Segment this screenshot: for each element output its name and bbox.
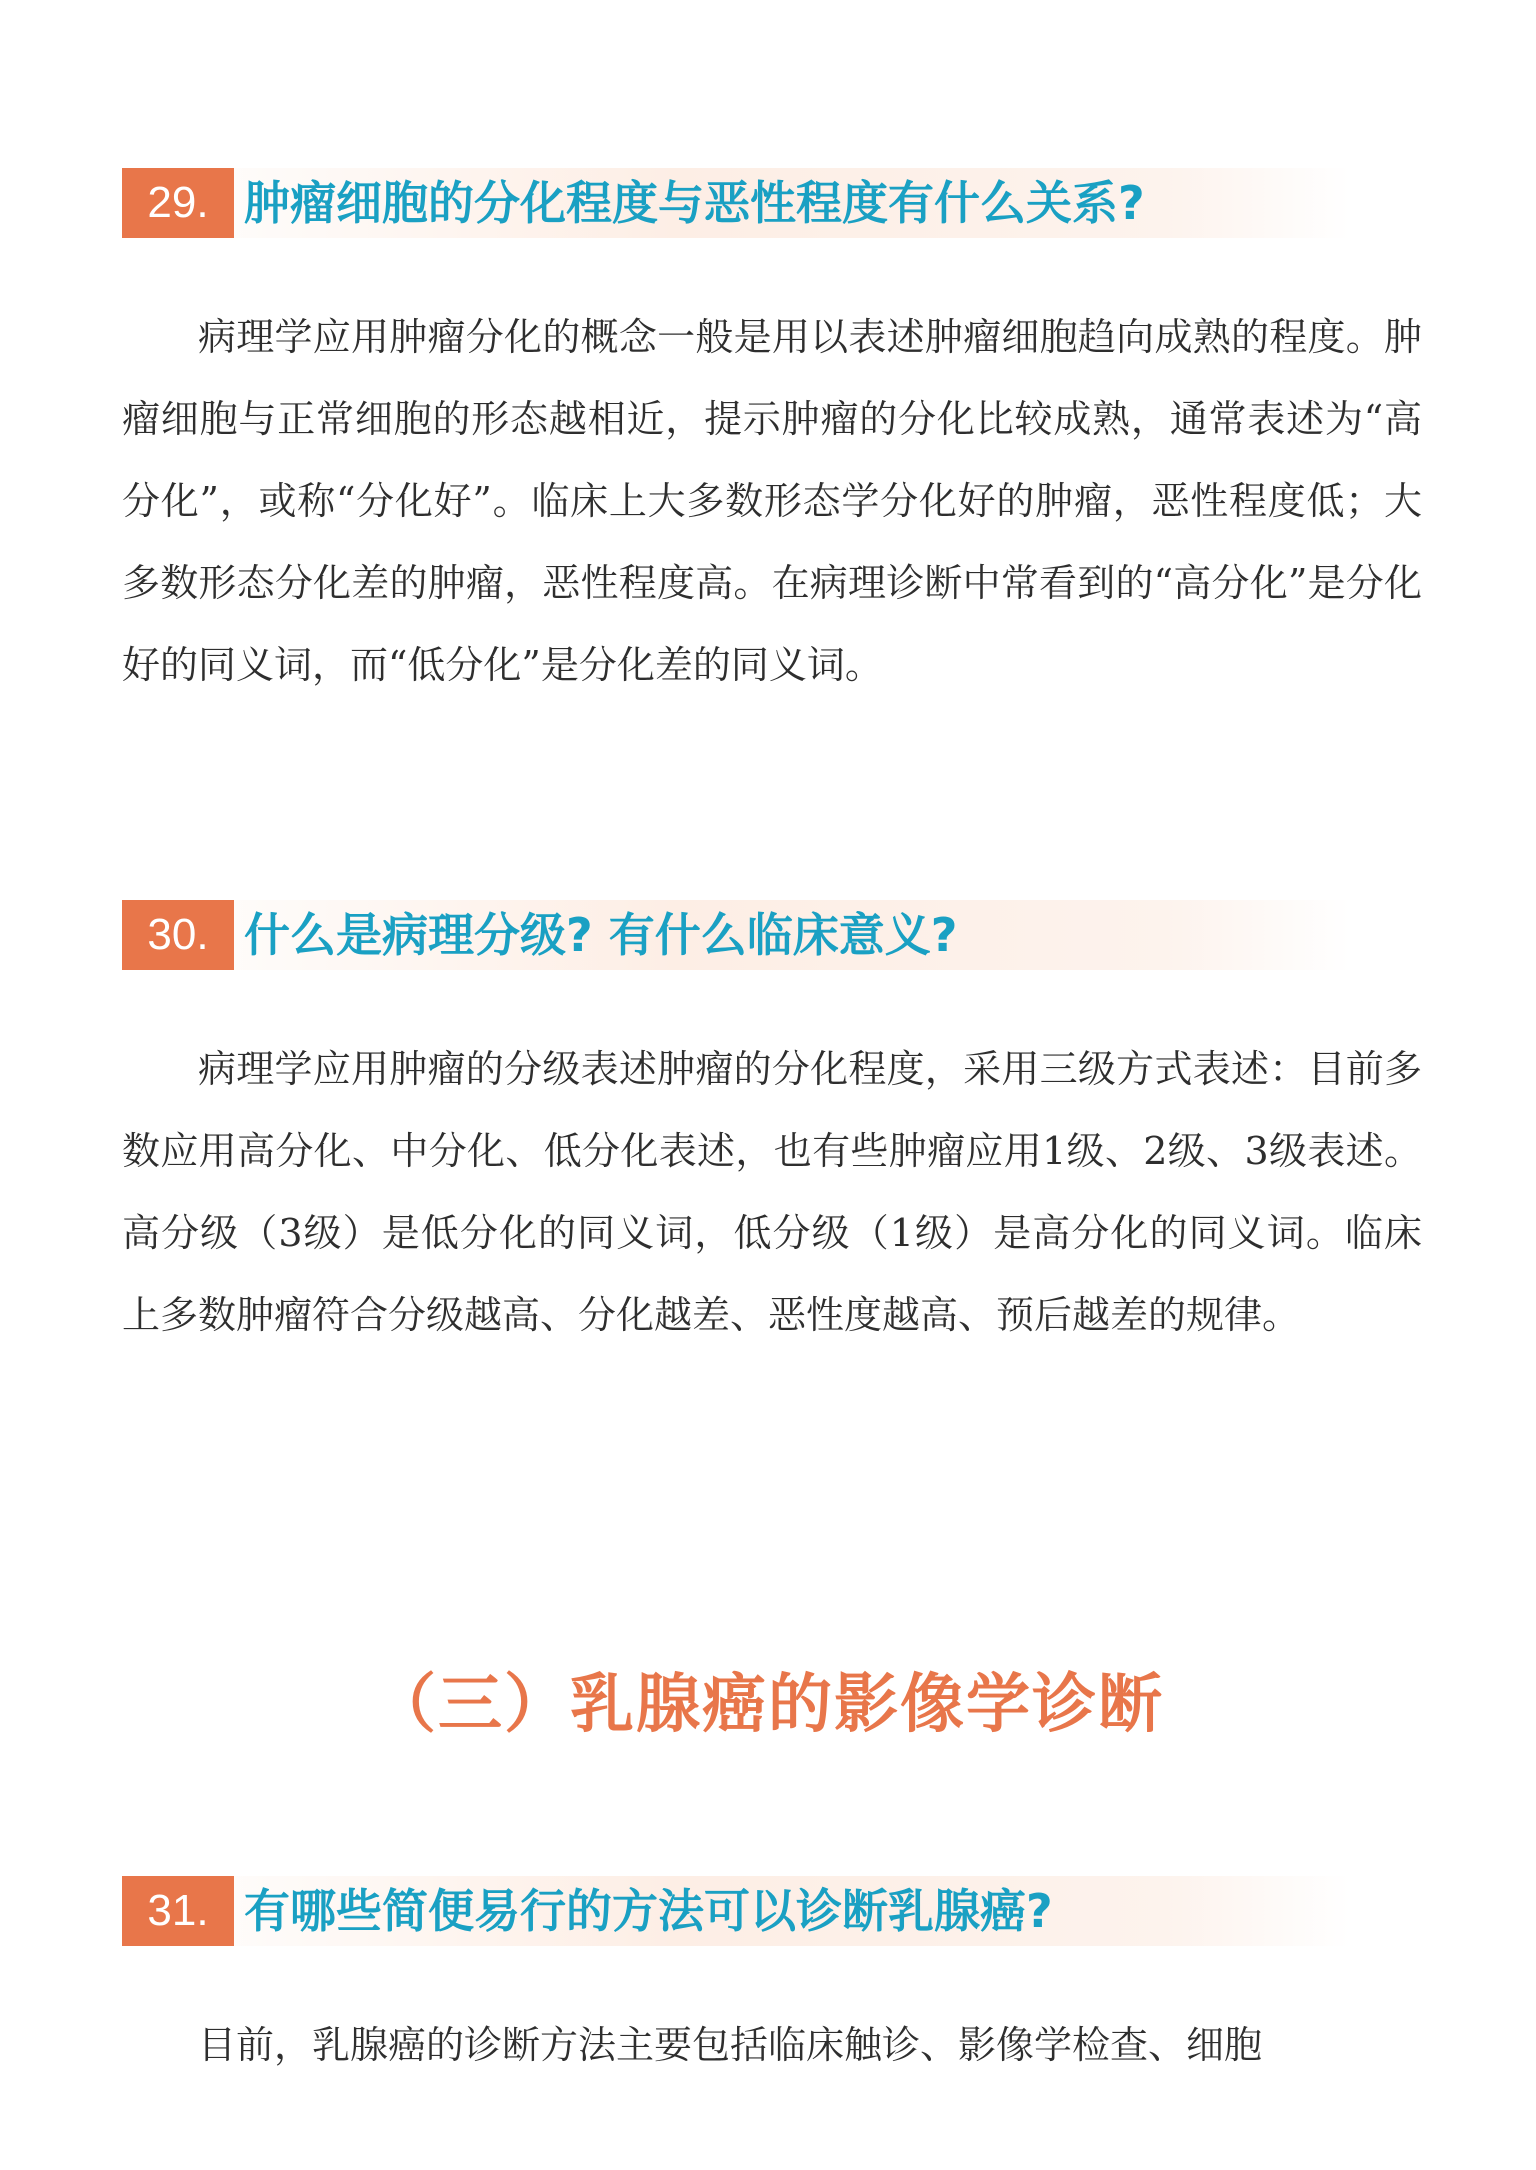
question-number-badge: 30. [122, 900, 234, 970]
question-title: 什么是病理分级? 有什么临床意义? [244, 908, 958, 962]
question-number-badge: 31. [122, 1876, 234, 1946]
question-title: 有哪些简便易行的方法可以诊断乳腺癌? [244, 1884, 1053, 1938]
question-title: 肿瘤细胞的分化程度与恶性程度有什么关系? [244, 176, 1145, 230]
question-number-badge: 29. [122, 168, 234, 238]
question-header-29 [122, 168, 1350, 238]
answer-paragraph-30: 病理学应用肿瘤的分级表述肿瘤的分化程度，采用三级方式表述：目前多数应用高分化、中分化、低分化表述，也有些肿瘤应用1级、2级、3级表述。高分级（3级）是低分化的同义词，低分级（1级）是高分化的同义词。临床上多数肿瘤符合分级越高、分化越差、恶性度越高、预后越差的规律。 [122, 1047, 1422, 1337]
section-title: （三）乳腺癌的影像学诊断 [372, 1667, 1164, 1742]
answer-paragraph-31: 目前，乳腺癌的诊断方法主要包括临床触诊、影像学检查、细胞 [198, 2023, 1263, 2067]
question-header-31 [122, 1876, 1350, 1946]
question-header-30 [122, 900, 1350, 970]
answer-paragraph-29: 病理学应用肿瘤分化的概念一般是用以表述肿瘤细胞趋向成熟的程度。肿瘤细胞与正常细胞的形态越相近，提示肿瘤的分化比较成熟，通常表述为“高分化”，或称“分化好”。临床上大多数形态学分化好的肿瘤，恶性程度低；大多数形态分化差的肿瘤，恶性程度高。在病理诊断中常看到的“高分化”是分化好的同义词，而“低分化”是分化差的同义词。 [122, 315, 1422, 687]
